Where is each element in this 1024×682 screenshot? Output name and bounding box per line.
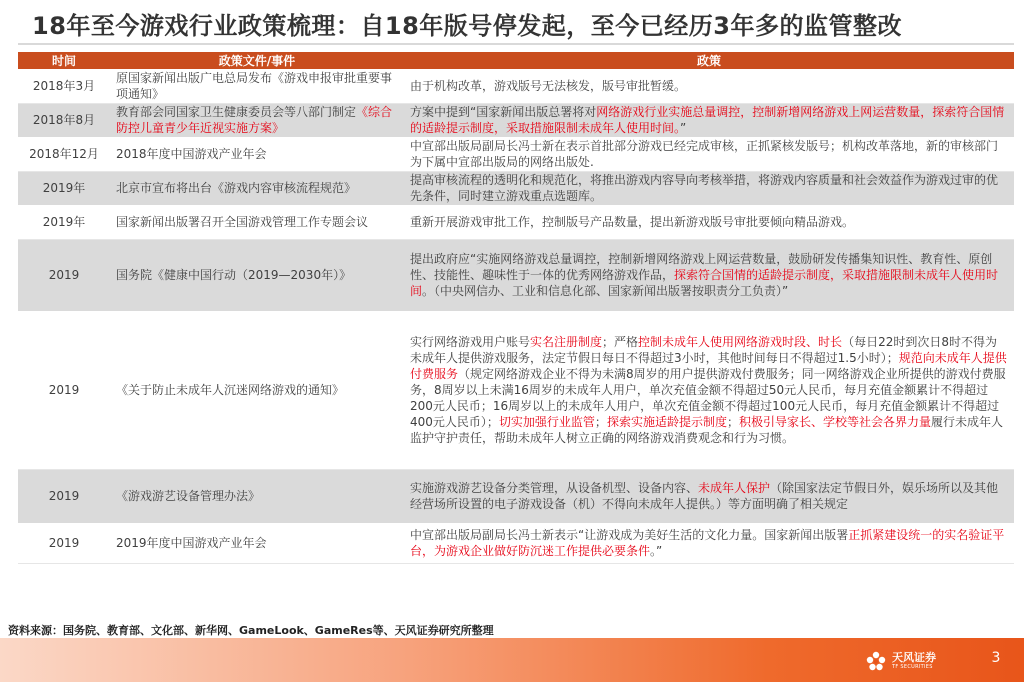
cell-document xyxy=(110,103,404,137)
flower-logo-icon xyxy=(864,649,888,673)
table-row xyxy=(18,523,1014,563)
highlight-text: 切实加强行业监管 xyxy=(498,415,595,429)
highlight-text: 积极引导家长、学校等社会各界力量 xyxy=(738,415,931,429)
cell-policy xyxy=(404,469,1014,523)
policy-text: ” xyxy=(680,121,687,135)
policy-text: 重新开展游戏审批工作，控制版号产品数量，提出新游戏版号审批要倾向精品游戏。 xyxy=(410,215,855,229)
highlight-text: 未成年人保护 xyxy=(698,481,771,495)
highlight-text: 探索实施适龄提示制度 xyxy=(606,415,727,429)
table-row xyxy=(18,103,1014,137)
cell-document: 原国家新闻出版广电总局发布《游戏申报审批重要事项通知》 xyxy=(110,69,404,103)
policy-text: 。” xyxy=(650,544,663,558)
policy-text: ；严格 xyxy=(602,335,639,349)
cell-document: 国务院《健康中国行动（2019—2030年）》 xyxy=(110,239,404,311)
table-row xyxy=(18,311,1014,469)
policy-text: ； xyxy=(726,415,739,429)
header-time: 时间 xyxy=(18,52,110,69)
policy-text: 实行网络游戏用户账号 xyxy=(410,335,531,349)
cell-document: 2019年度中国游戏产业年会 xyxy=(110,523,404,563)
company-logo xyxy=(864,648,964,674)
cell-document: 国家新闻出版署召开全国游戏管理工作专题会议 xyxy=(110,205,404,239)
policy-text: 由于机构改革，游戏版号无法核发，版号审批暂缓。 xyxy=(410,78,687,93)
highlight-text: 网络游戏行业实施总量调控，控制新增网络游戏上网运营数量，探索符合国情的适龄提示制度，采取措施限制未成年人使用时间。 xyxy=(410,105,1005,135)
policy-text: 。（中央网信办、工业和信息化部、国家新闻出版署按职责分工负责）” xyxy=(422,284,789,298)
doc-text: 教育部会同国家卫生健康委员会等八部门制定 xyxy=(116,105,357,119)
policy-text: 提高审核流程的透明化和规范化，将推出游戏内容导向考核举措，将游戏内容质量和社会效益作为游戏过审的优先条件，同时建立游戏重点选题库。 xyxy=(410,173,999,203)
cell-policy xyxy=(404,239,1014,311)
cell-policy xyxy=(404,69,1014,103)
source-note: 资料来源：国务院、教育部、文化部、新华网、GameLook、GameRes等、天风证券研究所整理 xyxy=(8,624,494,637)
logo-text-en: TF SECURITIES xyxy=(892,663,933,670)
policy-text: 中宣部出版局副局长冯士新表示“让游戏成为美好生活的文化力量。国家新闻出版署 xyxy=(410,528,849,542)
policy-text: 中宣部出版局副局长冯士新在表示首批部分游戏已经完成审核，正抓紧核发版号；机构改革落地，新的审核部门为下属中宣部出版局的网络出版处. xyxy=(410,139,999,169)
cell-policy xyxy=(404,171,1014,205)
cell-document: 《游戏游艺设备管理办法》 xyxy=(110,469,404,523)
page-number: 3 xyxy=(991,650,1001,666)
cell-policy xyxy=(404,311,1014,469)
table-header-row xyxy=(18,52,1014,69)
cell-time: 2019年 xyxy=(18,171,110,205)
cell-time: 2018年12月 xyxy=(18,137,110,171)
policy-text: 实施游戏游艺设备分类管理，从设备机型、设备内容、 xyxy=(410,481,699,495)
cell-policy xyxy=(404,137,1014,171)
cell-document: 北京市宣布将出台《游戏内容审核流程规范》 xyxy=(110,171,404,205)
table-row xyxy=(18,205,1014,239)
cell-time: 2018年3月 xyxy=(18,69,110,103)
policy-text: 履行未成年人监护守护责任，帮助未成年人树立正确的网络游戏消费观念和行为习惯。 xyxy=(410,415,1003,445)
cell-policy xyxy=(404,103,1014,137)
highlight-text: 《综合防控儿童青少年近视实施方案》 xyxy=(116,105,393,135)
highlight-text: 规范向未成年人提供付费服务 xyxy=(410,351,1007,381)
highlight-text: 控制未成年人使用网络游戏时段、时长 xyxy=(638,335,843,349)
header-policy: 政策 xyxy=(404,52,1014,69)
header-doc: 政策文件/事件 xyxy=(110,52,404,69)
table-row xyxy=(18,469,1014,523)
policy-text: （规定网络游戏企业不得为未满8周岁的用户提供游戏付费服务；同一网络游戏企业所提供的游戏付费服务，8周岁以上未满16周岁的未成年人用户，单次充值金额不得超过50元人民币，每月充值金额累计不得超过200元人民币；16周岁以上的未成年人用户，单次充值金额不得超过100元人民币，每月充值金额累计不得超过400元人民币）； xyxy=(410,367,1006,429)
cell-time: 2019 xyxy=(18,311,110,469)
table-row xyxy=(18,171,1014,205)
cell-document: 2018年度中国游戏产业年会 xyxy=(110,137,404,171)
highlight-text: 正抓紧建设统一的实名验证平台，为游戏企业做好防沉迷工作提供必要条件 xyxy=(410,528,1005,558)
policy-text: （除国家法定节假日外，娱乐场所以及其他经营场所设置的电子游戏设备（机）不得向未成年人提供。）等方面明确了相关规定 xyxy=(410,481,999,511)
policy-text: 方案中提到“国家新闻出版总署将对 xyxy=(410,105,597,119)
logo-text-cn: 天风证券 xyxy=(892,650,936,664)
cell-policy xyxy=(404,523,1014,563)
page-title: 18年至今游戏行业政策梳理：自18年版号停发起，至今已经历3年多的监管整改 xyxy=(32,11,902,40)
cell-policy xyxy=(404,205,1014,239)
policy-text: 提出政府应“实施网络游戏总量调控，控制新增网络游戏上网运营数量，鼓励研发传播集知识性、教育性、原创性、技能性、趣味性于一体的优秀网络游戏作品， xyxy=(410,252,993,282)
cell-time: 2019年 xyxy=(18,205,110,239)
table-row xyxy=(18,239,1014,311)
cell-time: 2019 xyxy=(18,523,110,563)
policy-table xyxy=(18,52,1014,564)
table-row xyxy=(18,69,1014,103)
highlight-text: 实名注册制度 xyxy=(530,335,603,349)
policy-text: ； xyxy=(594,415,607,429)
cell-time: 2018年8月 xyxy=(18,103,110,137)
policy-text: （每日22时到次日8时不得为未成年人提供游戏服务，法定节假日每日不得超过3小时，其他时间每日不得超过1.5小时）； xyxy=(410,335,997,365)
table-row xyxy=(18,137,1014,171)
cell-document: 《关于防止未成年人沉迷网络游戏的通知》 xyxy=(110,311,404,469)
highlight-text: 探索符合国情的适龄提示制度，采取措施限制未成年人使用时间 xyxy=(410,268,999,298)
title-divider xyxy=(18,43,1014,45)
cell-time: 2019 xyxy=(18,469,110,523)
cell-time: 2019 xyxy=(18,239,110,311)
